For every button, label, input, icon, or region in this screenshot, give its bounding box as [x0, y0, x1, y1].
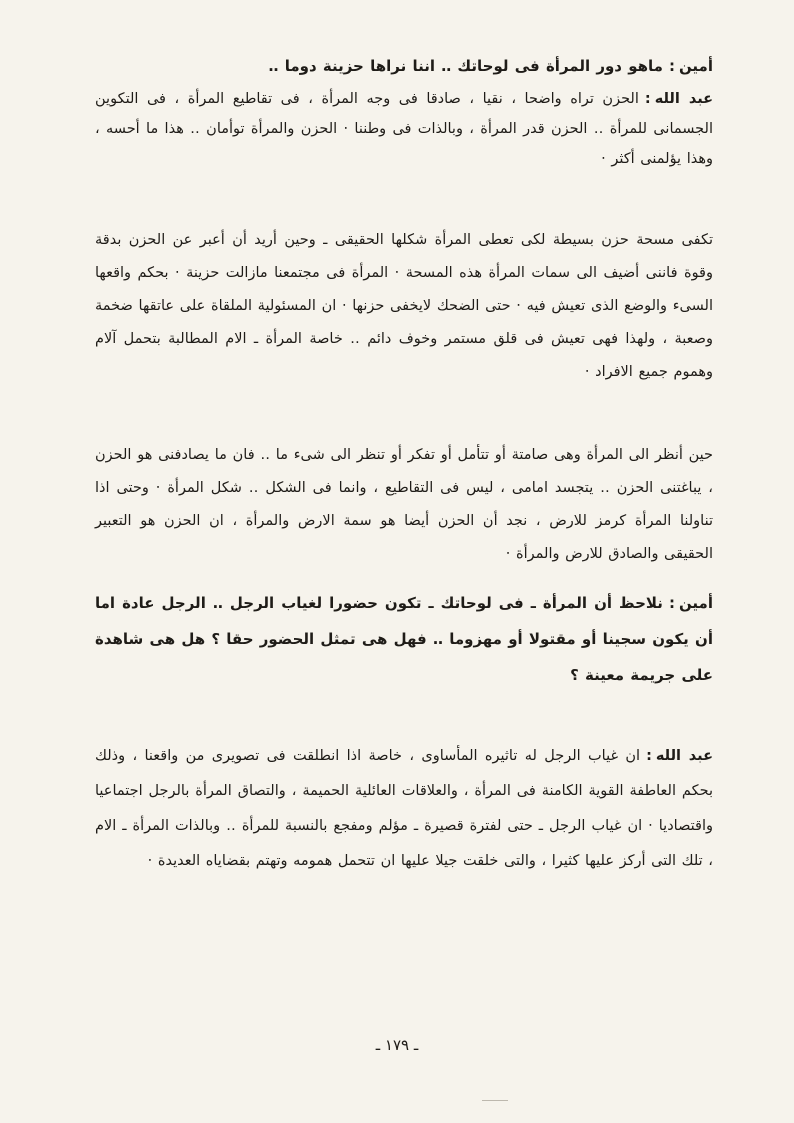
page-body [95, 48, 713, 879]
answer-2 [95, 739, 713, 879]
question-text: نلاحظ أن المرأة ـ فى لوحاتك ـ تكون حضورا لغياب الرجل ‥ الرجل عادة اما أن يكون سجينا أو مقتولا أو مهزوما ‥ فهل هى تمثل الحضور حقا ؟ هل هى شاهدة على جريمة معينة ؟ [95, 594, 713, 684]
speaker-separator: : [668, 57, 675, 75]
speaker-name: عبد الله [654, 91, 714, 107]
page-number: ـ ١٧٩ ـ [375, 1036, 419, 1054]
footer-divider [482, 1100, 508, 1101]
speaker-separator: : [646, 748, 652, 764]
paragraph-3: تكفى مسحة حزن بسيطة لكى تعطى المرأة شكلها الحقيقى ـ وحين أريد أن أعبر عن الحزن بدقة وقوة فاننى أضيف الى سمات المرأة هذه المسحة ⋅ المرأة فى مجتمعنا مازالت حزينة ⋅ بحكم واقعها السىء والوضع الذى تعيش فيه ⋅ حتى الضحك لايخفى حزنها ⋅ ان المسئولية الملقاة على عاتقها ضخمة وصعبة ، ولهذا فهى تعيش فى قلق مستمر وخوف دائم ‥ خاصة المرأة ـ الام المطالبة بتحمل آلام وهموم جميع الافراد ⋅ [95, 232, 713, 380]
speaker-name: عبد الله [655, 748, 713, 764]
question-2 [95, 585, 713, 693]
answer-1 [95, 84, 713, 174]
speaker-separator: : [668, 594, 675, 612]
speaker-name: أمين [678, 57, 713, 75]
answer-text: الحزن تراه واضحا ، نقيا ، صادقا فى وجه المرأة ، فى تقاطيع المرأة ، فى التكوين الجسمانى للمرأة ‥ الحزن قدر المرأة ، وبالذات فى وطننا ⋅ الحزن والمرأة توأمان ‥ هذا ما أحسه ، وهذا يؤلمنى أكثر ⋅ [95, 91, 713, 167]
paragraph-4: حين أنظر الى المرأة وهى صامتة أو تتأمل أو تفكر أو تنظر الى شىء ما ‥ فان ما يصادفنى هو الحزن ، يباغتنى الحزن ‥ يتجسد امامى ، ليس فى التقاطيع ، وانما فى الشكل ‥ شكل المرأة ⋅ وحتى اذا تناولنا المرأة كرمز للارض ، نجد أن الحزن أيضا هو سمة الارض والمرأة ، ان الحزن هو التعبير الحقيقى والصادق للارض والمرأة ⋅ [95, 447, 713, 562]
question-1 [95, 48, 713, 84]
answer-text: ان غياب الرجل له تاثيره المأساوى ، خاصة اذا انطلقت فى تصويرى من واقعنا ، وذلك بحكم العاطفة القوية الكامنة فى المرأة ، والعلاقات العائلية الحميمة ، والتصاق المرأة بالرجل اجتماعيا واقتصاديا ⋅ ان غياب الرجل ـ حتى لفترة قصيرة ـ مؤلم ومفجع بالنسبة للمرأة ‥ وبالذات المرأة ـ الام ، تلك التى أركز عليها كثيرا ، والتى خلقت جيلا عليها ان تتحمل همومه وتهتم بقضاياه العديدة ⋅ [95, 748, 713, 869]
speaker-separator: : [644, 91, 651, 107]
speaker-name: أمين [678, 594, 713, 612]
question-text: ماهو دور المرأة فى لوحاتك ‥ اننا نراها حزينة دوما ‥ [268, 57, 663, 75]
